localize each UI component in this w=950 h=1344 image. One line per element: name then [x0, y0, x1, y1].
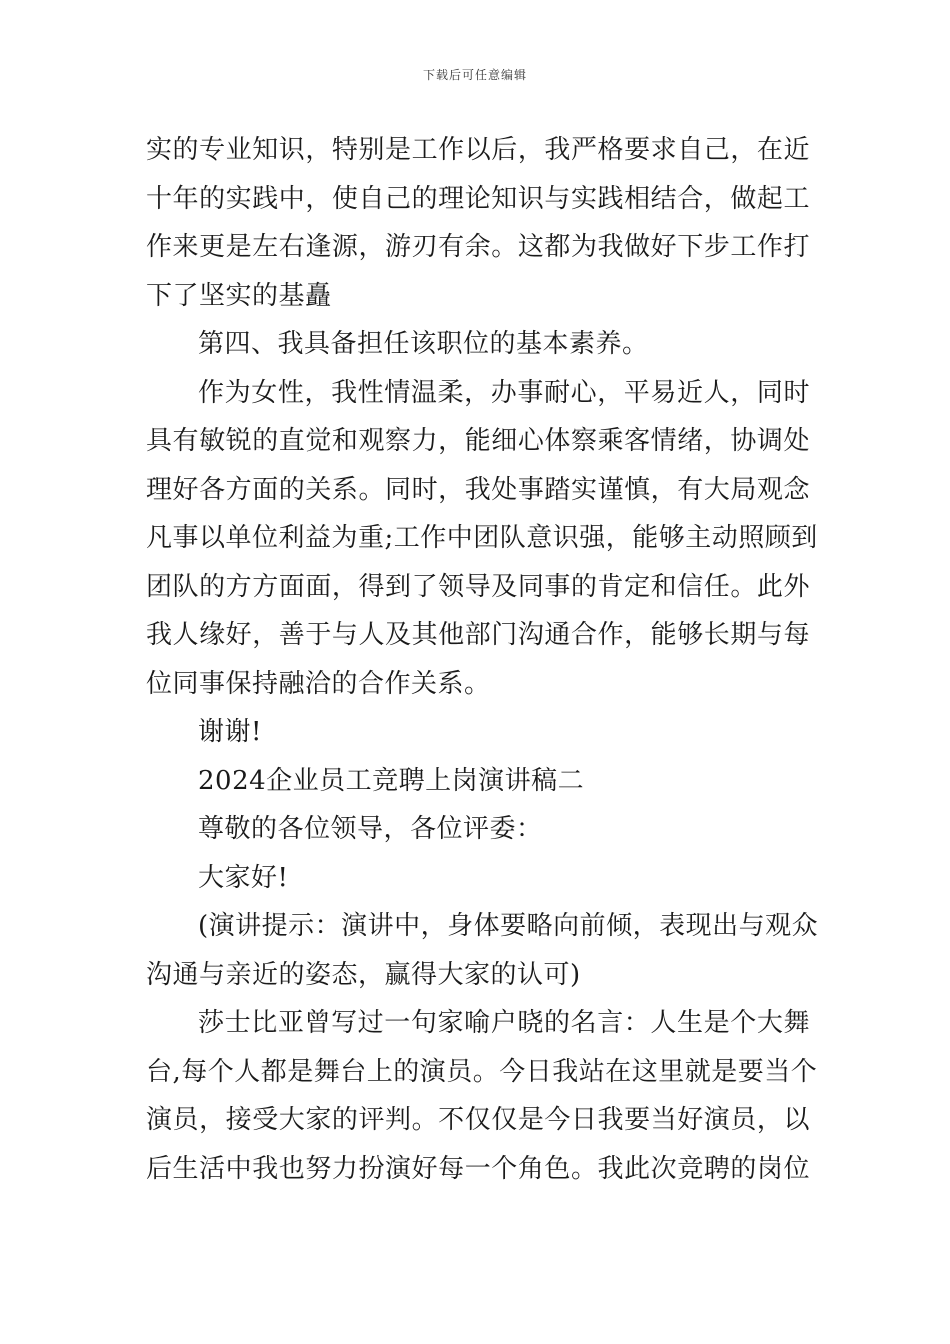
text-line: 大家好!	[198, 862, 289, 893]
text-line: 理好各方面的关系。同时，我处事踏实谨慎，有大局观念	[146, 474, 810, 505]
text-line: 演员，接受大家的评判。不仅仅是今日我要当好演员，以	[146, 1105, 810, 1135]
text-line: 位同事保持融洽的合作关系。	[146, 668, 491, 699]
text-line: 作来更是左右逢源，游刃有余。这都为我做好下步工作打	[146, 232, 810, 262]
text-line: 台,每个人都是舞台上的演员。今日我站在这里就是要当个	[146, 1056, 818, 1087]
header-note: 下载后可任意编辑	[422, 68, 527, 82]
text-line: 具有敏锐的直觉和观察力，能细心体察乘客情绪，协调处	[146, 426, 810, 456]
text-line: 凡事以单位利益为重;工作中团队意识强，能够主动照顾到	[146, 523, 818, 553]
text-line: (演讲提示：演讲中，身体要略向前倾，表现出与观众	[198, 911, 819, 941]
text-line: 莎士比亚曾写过一句家喻户晓的名言：人生是个大舞	[198, 1008, 810, 1038]
text-line: 谢谢!	[198, 717, 262, 747]
text-line: 沟通与亲近的姿态，赢得大家的认可)	[146, 959, 581, 990]
text-line: 十年的实践中，使自己的理论知识与实践相结合，做起工	[146, 183, 810, 214]
text-line: 我人缘好，善于与人及其他部门沟通合作，能够长期与每	[146, 620, 810, 650]
text-line: 实的专业知识，特别是工作以后，我严格要求自己，在近	[146, 135, 810, 165]
text-line: 后生活中我也努力扮演好每一个角色。我此次竞聘的岗位	[146, 1153, 810, 1184]
text-line: 2024企业员工竞聘上岗演讲稿二	[198, 765, 585, 796]
text-line: 下了坚实的基矗	[146, 280, 332, 311]
text-line: 尊敬的各位领导，各位评委：	[198, 814, 543, 844]
text-line: 作为女性，我性情温柔，办事耐心，平易近人，同时	[198, 377, 810, 408]
text-line: 团队的方方面面，得到了领导及同事的肯定和信任。此外	[146, 571, 810, 602]
text-line: 第四、我具备担任该职位的基本素养。	[198, 329, 649, 359]
document-body	[146, 126, 819, 1193]
